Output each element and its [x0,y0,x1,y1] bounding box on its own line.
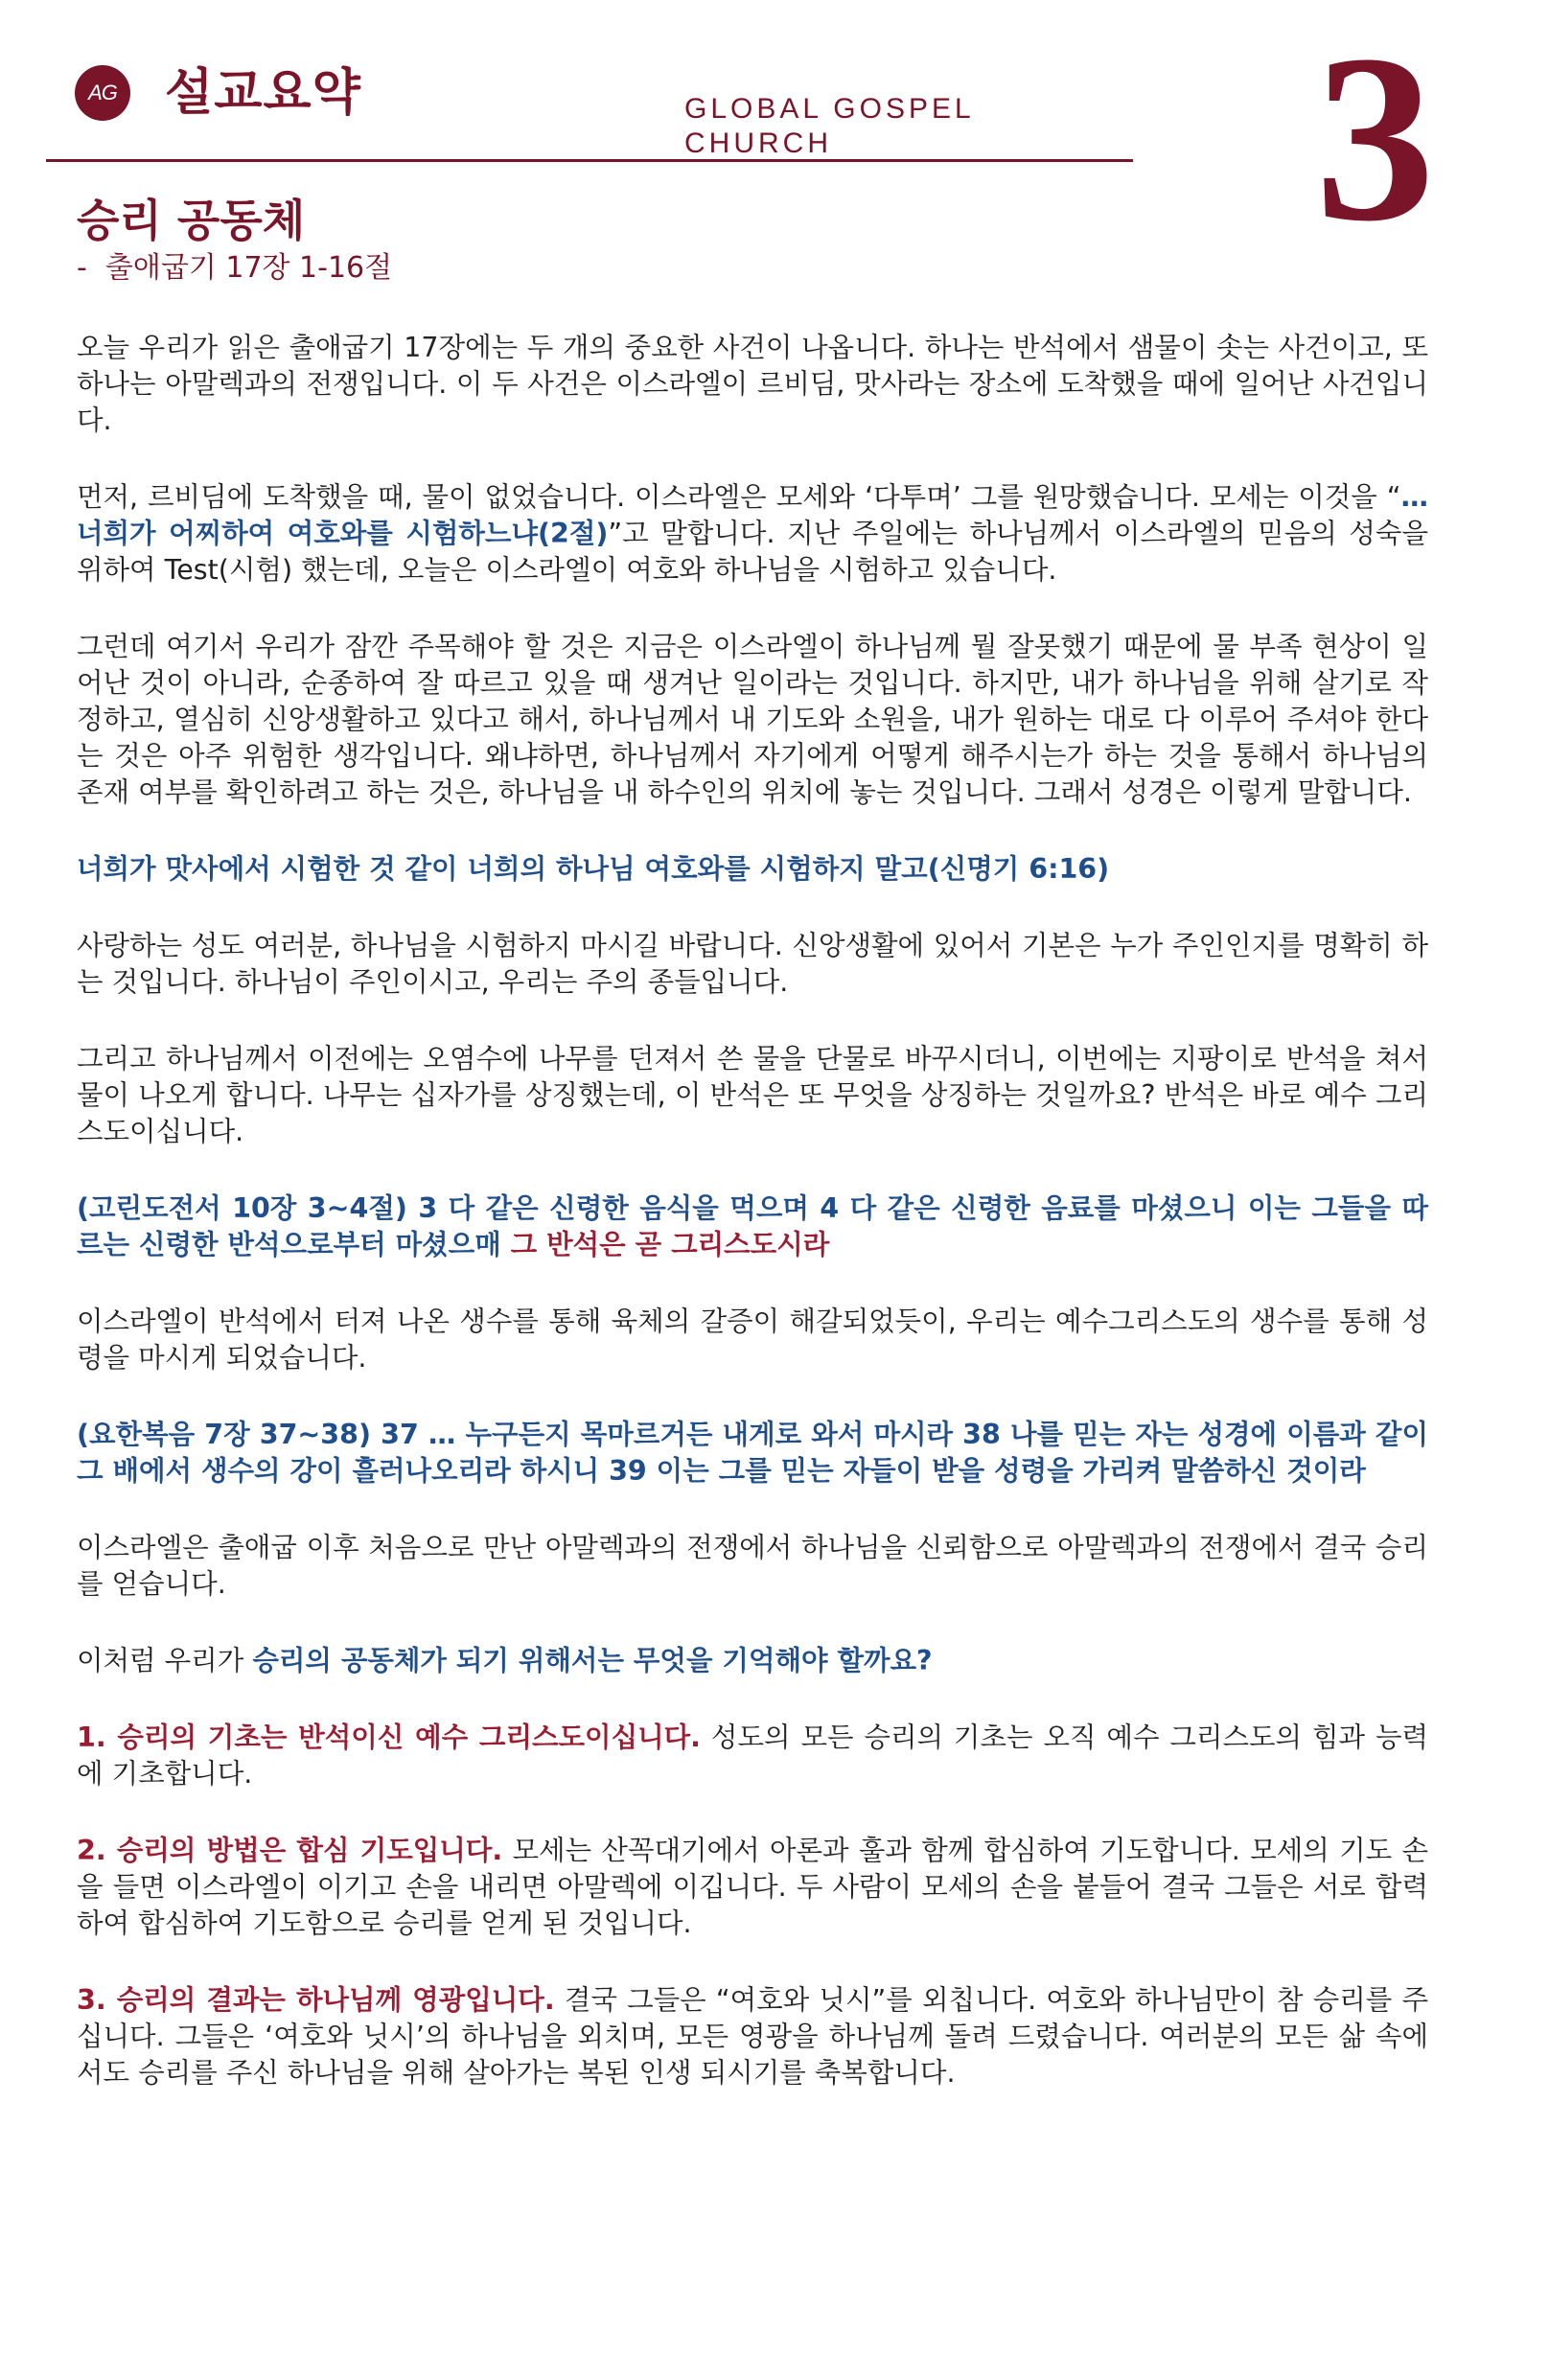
paragraph-rock: 그리고 하나님께서 이전에는 오염수에 나무를 던져서 쓴 물을 단물로 바꾸시더니, 이번에는 지팡이로 반석을 쳐서 물이 나오게 합니다. 나무는 십자가를 상징했는데, 이 반석은 또 무엇을 상징하는 것일까요? 반석은 바로 예수 그리스도이십니다. [77,1043,1428,1147]
point3-text: 결국 그들은 “여호와 닛시”를 외칩니다. 여호와 하나님만이 참 승리를 주십니다. 그들은 ‘여호와 닛시’의 하나님을 외치며, 모든 영광을 하나님께 돌려 드렸습니다. 여러분의 모든 삶 속에서도 승리를 주신 하나님을 위해 살아가는 복된 인생 되시기를 축복합니다. [77,1984,1428,2089]
paragraph-caution: 그런데 여기서 우리가 잠깐 주목해야 할 것은 지금은 이스라엘이 하나님께 뭘 잘못했기 때문에 물 부족 현상이 일어난 것이 아니라, 순종하여 잘 따르고 있을 때 생겨난 일이라는 것입니다. 하지만, 내가 하나님을 위해 살기로 작정하고, 열심히 신앙생활하고 있다고 해서, 하나님께서 내 기도와 소원을, 내가 원하는 대로 다 이루어 주셔야 한다는 것은 아주 위험한 생각입니다. 왜냐하면, 하나님께서 자기에게 어떻게 해주시는가 하는 것을 통해서 하나님의 존재 여부를 확인하려고 하는 것은, 하나님을 내 하수인의 위치에 놓는 것입니다. 그래서 성경은 이렇게 말합니다. [77,631,1428,808]
p8-highlight: 승리의 공동체가 되기 위해서는 무엇을 기억해야 할까요? [252,1645,933,1676]
brand-title: 설교요약 [165,64,361,122]
church-name: GLOBAL GOSPEL CHURCH [684,93,974,159]
paragraph-living-water: 이스라엘이 반석에서 터져 나온 생수를 통해 육체의 갈증이 해갈되었듯이, 우리는 예수그리스도의 생수를 통해 성령을 마시게 되었습니다. [77,1306,1428,1374]
point1-heading: 1. 승리의 기초는 반석이신 예수 그리스도이십니다. [77,1721,702,1753]
page-number: 3 [1315,6,1435,271]
header [75,59,1129,165]
p2-text-a: 먼저, 르비딤에 도착했을 때, 물이 없었습니다. 이스라엘은 모세와 ‘다투며’ 그를 원망했습니다. 모세는 이것을 “ [77,481,1401,513]
header-divider [46,159,1133,162]
point2-heading: 2. 승리의 방법은 합심 기도입니다. [77,1835,503,1866]
paragraph-question [77,1643,1428,1679]
point1-text: 성도의 모든 승리의 기초는 오직 예수 그리스도의 힘과 능력에 기초합니다. [77,1721,1429,1790]
p2-text-c: ”고 말합니다. 지난 주일에는 하나님께서 이스라엘의 믿음의 성숙을 위하여 Test(시험) 했는데, 오늘은 이스라엘이 여호와 하나님을 시험하고 있습니다. [77,518,1428,586]
sermon-reference: - 출애굽기 17장 1-16절 [77,251,393,285]
paragraph-lordship: 사랑하는 성도 여러분, 하나님을 시험하지 마시길 바랍니다. 신앙생활에 있어서 기본은 누가 주인인지를 명확히 하는 것입니다. 하나님이 주인이시고, 우리는 주의 종들입니다. [77,930,1428,998]
verse-deuteronomy: 너희가 맛사에서 시험한 것 같이 너희의 하나님 여호와를 시험하지 말고(신명기 6:16) [77,853,1110,885]
sermon-body [77,330,1428,2132]
verse-john: (요한복음 7장 37~38) 37 … 누구든지 목마르거든 내게로 와서 마시라 38 나를 믿는 자는 성경에 이름과 같이 그 배에서 생수의 강이 흘러나오리라 하시니 39 이는 그를 믿는 자들이 받을 성령을 가리켜 말씀하신 것이라 [77,1419,1428,1487]
verse2-highlight: 그 반석은 곧 그리스도시라 [510,1229,830,1260]
paragraph-rephidim [77,479,1428,589]
point-3 [77,1982,1428,2091]
point-1 [77,1720,1428,1792]
p2-quote: … 너희가 어찌하여 여호와를 시험하느냐(2절) [77,481,1428,549]
paragraph-amalek: 이스라엘은 출애굽 이후 처음으로 만난 아말렉과의 전쟁에서 하나님을 신뢰함으로 아말렉과의 전쟁에서 결국 승리를 얻습니다. [77,1532,1428,1600]
p8-text-a: 이처럼 우리가 [77,1645,253,1676]
verse-corinthians [77,1190,1428,1263]
logo-text: AG [88,81,117,104]
point2-text: 모세는 산꼭대기에서 아론과 훌과 함께 합심하여 기도합니다. 모세의 기도 손을 들면 이스라엘이 이기고 손을 내리면 아말렉에 이깁니다. 두 사람이 모세의 손을 붙들어 결국 그들은 서로 합력하여 합심하여 기도함으로 승리를 얻게 된 것입니다. [77,1835,1429,1939]
point3-heading: 3. 승리의 결과는 하나님께 영광입니다. [77,1984,555,2016]
point-2 [77,1833,1428,1942]
paragraph-intro: 오늘 우리가 읽은 출애굽기 17장에는 두 개의 중요한 사건이 나옵니다. 하나는 반석에서 샘물이 솟는 사건이고, 또 하나는 아말렉과의 전쟁입니다. 이 두 사건은 이스라엘이 르비딤, 맛사라는 장소에 도착했을 때에 일어난 사건입니다. [77,332,1428,436]
sermon-title: 승리 공동체 [77,195,306,246]
church-logo [75,65,130,121]
verse2-text: (고린도전서 10장 3~4절) 3 다 같은 신령한 음식을 먹으며 4 다 같은 신령한 음료를 마셨으니 이는 그들을 따르는 신령한 반석으로부터 마셨으매 [77,1192,1428,1260]
